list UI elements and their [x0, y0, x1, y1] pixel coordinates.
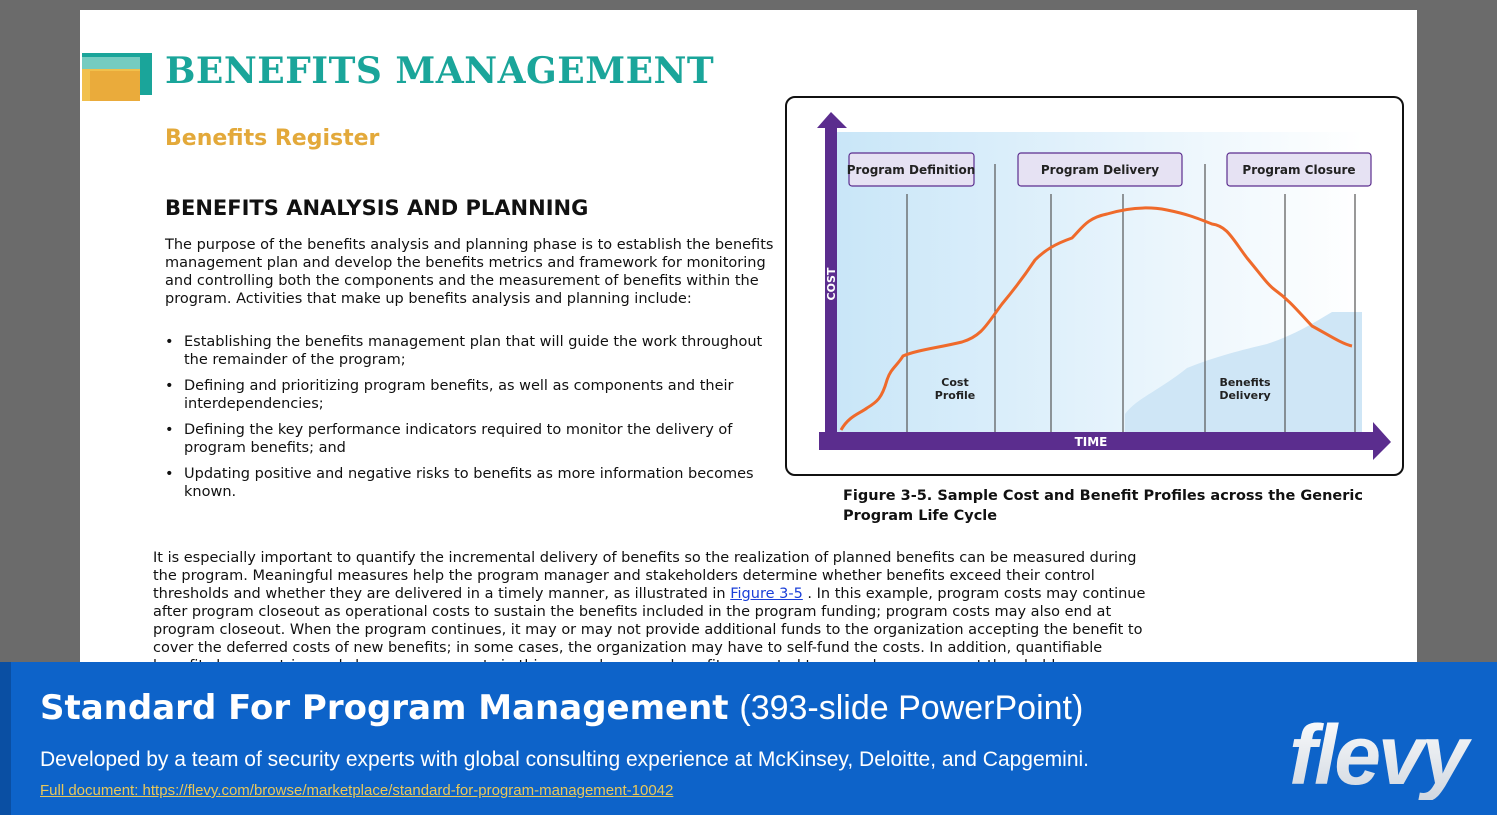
- document-name: Standard For Program Management: [40, 688, 729, 728]
- cost-profile-label: Profile: [934, 389, 976, 402]
- flevy-logo-icon[interactable]: [1287, 704, 1483, 800]
- list-item: [165, 377, 785, 413]
- figure-caption: Figure 3-5. Sample Cost and Benefit Profiles across the Generic Program Life Cycle: [843, 488, 1363, 524]
- phase-label: Program Closure: [1242, 163, 1356, 177]
- bullet-icon: •: [165, 422, 174, 438]
- y-axis-label: COST: [825, 267, 838, 301]
- list-item-text: Establishing the benefits management plan that will guide the work throughout the remainder of the program;: [184, 334, 763, 368]
- phase-program-closure: [1227, 153, 1371, 186]
- cost-benefit-diagram: [787, 98, 1402, 474]
- phase-label: Program Definition: [846, 163, 976, 177]
- activity-list: [165, 333, 785, 509]
- list-item: [165, 421, 785, 457]
- list-item: [165, 333, 785, 369]
- bullet-icon: •: [165, 466, 174, 482]
- full-document-link[interactable]: Full document: https://flevy.com/browse/marketplace/standard-for-program-management-10042: [40, 782, 674, 799]
- benefits-delivery-label: Delivery: [1219, 389, 1271, 402]
- benefits-delivery-label: Benefits: [1219, 376, 1271, 389]
- slide-title: BENEFITS MANAGEMENT: [165, 50, 715, 92]
- list-item-text: Defining the key performance indicators required to monitor the delivery of program benefits; and: [184, 422, 733, 456]
- phase-program-delivery: [1018, 153, 1182, 186]
- section-heading: BENEFITS ANALYSIS AND PLANNING: [165, 196, 589, 220]
- slide: [80, 10, 1417, 670]
- slide-subtitle: Benefits Register: [165, 126, 380, 151]
- intro-paragraph: The purpose of the benefits analysis and planning phase is to establish the benefits management plan and develop the benefits metrics and framework for monitoring and controlling both the components and the measurement of benefits within the program. Activities that make up benefits analysis and planning include:: [165, 237, 774, 307]
- phase-program-definition: [847, 153, 976, 186]
- list-item-text: Defining and prioritizing program benefits, as well as components and their interdependencies;: [184, 378, 734, 412]
- x-axis-label: TIME: [1074, 435, 1108, 449]
- list-item-text: Updating positive and negative risks to benefits as more information becomes known.: [184, 466, 754, 500]
- logo-mark-icon: [82, 53, 152, 101]
- body-text: . In this example, program costs may continue after program closeout as operational costs to sustain the benefits included in the program funding; program costs may also end at program closeout. When the program continues, it may or may not provide additional funds to the organization accepting the benefit to cover the deferred costs of new benefits; in some cases, the organization may have to self-fund the costs. In addition, quantifiable: [153, 586, 1146, 656]
- slide-count: (393-slide PowerPoint): [739, 689, 1084, 727]
- list-item: [165, 465, 785, 501]
- body-text: It is especially important to quantify the incremental delivery of benefits so the realization of planned benefits can be measured during the program. Meaningful measures help the program manager and stakeholders determine whether benefits exceed their control thresholds and whether they are delivered in a timely manner, as illustrated in: [153, 550, 1137, 602]
- banner-description: Developed by a team of security experts with global consulting experience at McKinsey, Deloitte, and Capgemini.: [40, 748, 1089, 771]
- bullet-icon: •: [165, 334, 174, 350]
- figure-frame: [785, 96, 1404, 476]
- banner-accent-strip: [0, 662, 11, 815]
- figure-3-5-link[interactable]: Figure 3-5: [730, 586, 803, 602]
- banner-title: [40, 688, 1083, 728]
- bullet-icon: •: [165, 378, 174, 394]
- brand-wordmark: flevy: [1289, 708, 1466, 800]
- cost-profile-label: Cost: [941, 376, 969, 389]
- phase-label: Program Delivery: [1040, 163, 1160, 177]
- body-paragraph: [153, 549, 1163, 670]
